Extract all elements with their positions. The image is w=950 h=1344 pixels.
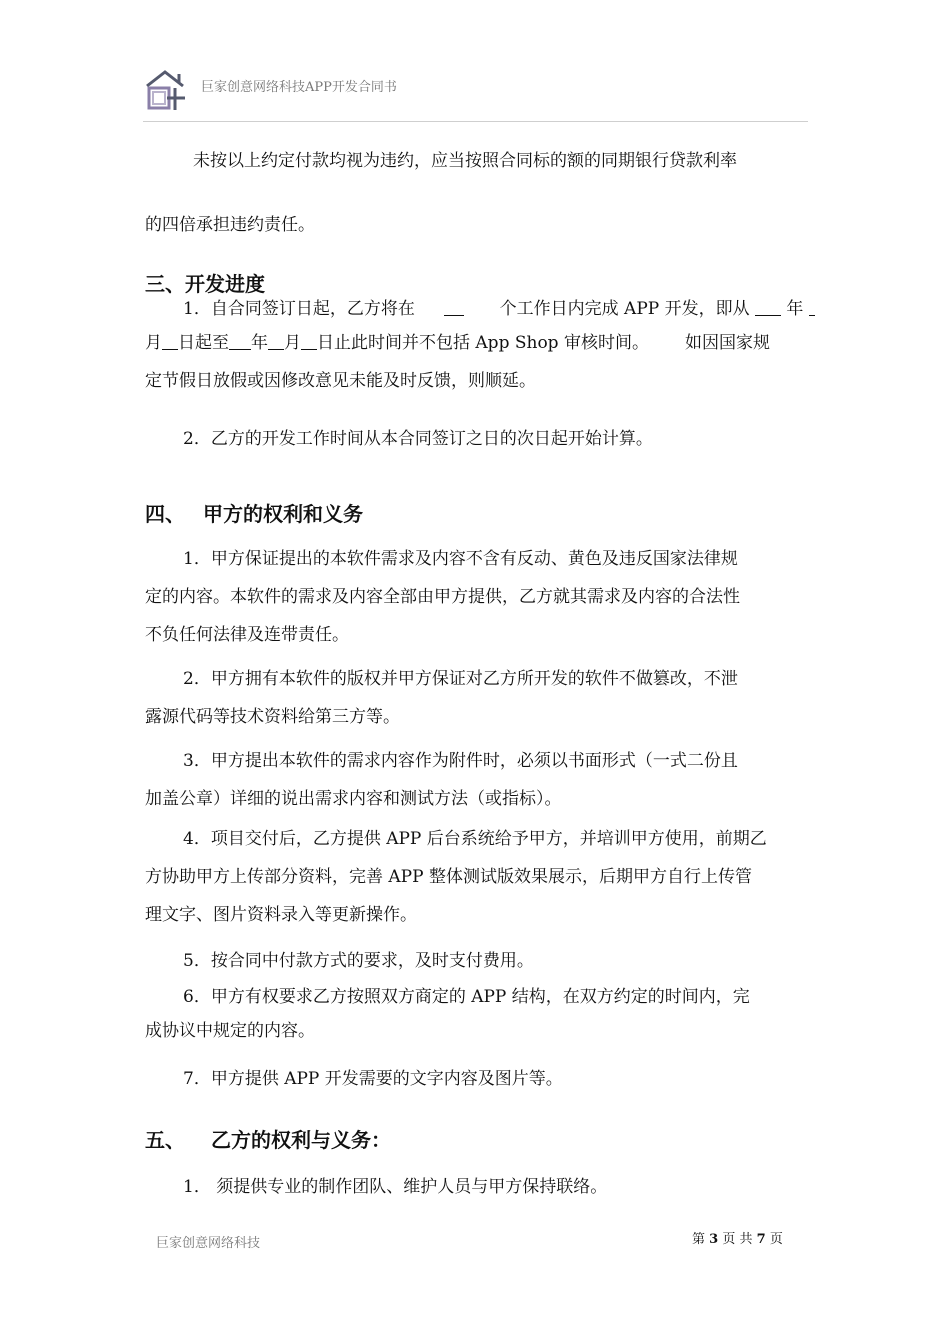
paragraph-line: 成协议中规定的内容。 [145, 1021, 315, 1041]
paragraph-line: 定的内容。本软件的需求及内容全部由甲方提供，乙方就其需求及内容的合法性 [145, 587, 740, 607]
header-divider [143, 121, 808, 122]
paragraph-line: 6．甲方有权要求乙方按照双方商定的 APP 结构，在双方约定的时间内，完 [183, 987, 750, 1007]
paragraph-line: 7．甲方提供 APP 开发需要的文字内容及图片等。 [183, 1069, 563, 1089]
paragraph-line: 5．按合同中付款方式的要求，及时支付费用。 [183, 951, 534, 971]
paragraph-line: 1．甲方保证提出的本软件需求及内容不含有反动、黄色及违反国家法律规 [183, 549, 738, 569]
paragraph-line: 定节假日放假或因修改意见未能及时反馈，则顺延。 [145, 371, 536, 391]
paragraph-line: 2．甲方拥有本软件的版权并甲方保证对乙方所开发的软件不做篡改，不泄 [183, 669, 738, 689]
paragraph-line: 方协助甲方上传部分资料，完善 APP 整体测试版效果展示，后期甲方自行上传管 [145, 867, 752, 887]
section-heading-4: 四、 甲方的权利和义务 [145, 502, 363, 526]
paragraph-line: 理文字、图片资料录入等更新操作。 [145, 905, 417, 925]
blank-field [162, 329, 178, 350]
house-logo-icon [143, 68, 187, 112]
paragraph-line: 加盖公章）详细的说出需求内容和测试方法（或指标）。 [145, 789, 562, 809]
paragraph-line: 4．项目交付后，乙方提供 APP 后台系统给予甲方，并培训甲方使用，前期乙 [183, 829, 767, 849]
page-number: 第 3 页 共 7 页 [692, 1232, 783, 1247]
blank-field [268, 329, 284, 350]
footer-company: 巨家创意网络科技 [156, 1236, 261, 1251]
paragraph-line: 1． 须提供专业的制作团队、维护人员与甲方保持联络。 [183, 1177, 608, 1197]
paragraph-line: 2．乙方的开发工作时间从本合同签订之日的次日起开始计算。 [183, 429, 653, 449]
blank-field [755, 295, 781, 316]
paragraph-line: 月 日起至 年 月 日止此时间并不包括 App Shop 审核时间。 如因国家规 [145, 324, 810, 362]
paragraph-line: 露源代码等技术资料给第三方等。 [145, 707, 400, 727]
paragraph-line: 3．甲方提出本软件的需求内容作为附件时，必须以书面形式（一式二份且 [183, 751, 738, 771]
paragraph-line: 未按以上约定付款均视为违约，应当按照合同标的额的同期银行贷款利率 [193, 151, 737, 171]
blank-field [229, 329, 251, 350]
section-heading-5: 五、 乙方的权利与义务： [145, 1128, 391, 1152]
paragraph-line: 1．自合同签订日起，乙方将在 个工作日内完成 APP 开发，即从 年 [145, 290, 810, 328]
blank-field [809, 295, 815, 316]
section-heading-3: 三、开发进度 [145, 272, 265, 296]
paragraph-line: 不负任何法律及连带责任。 [145, 625, 349, 645]
blank-field [444, 295, 464, 316]
page-header [143, 66, 808, 122]
blank-field [301, 329, 317, 350]
header-title: 巨家创意网络科技APP开发合同书 [201, 80, 397, 95]
paragraph-line: 的四倍承担违约责任。 [145, 215, 315, 235]
